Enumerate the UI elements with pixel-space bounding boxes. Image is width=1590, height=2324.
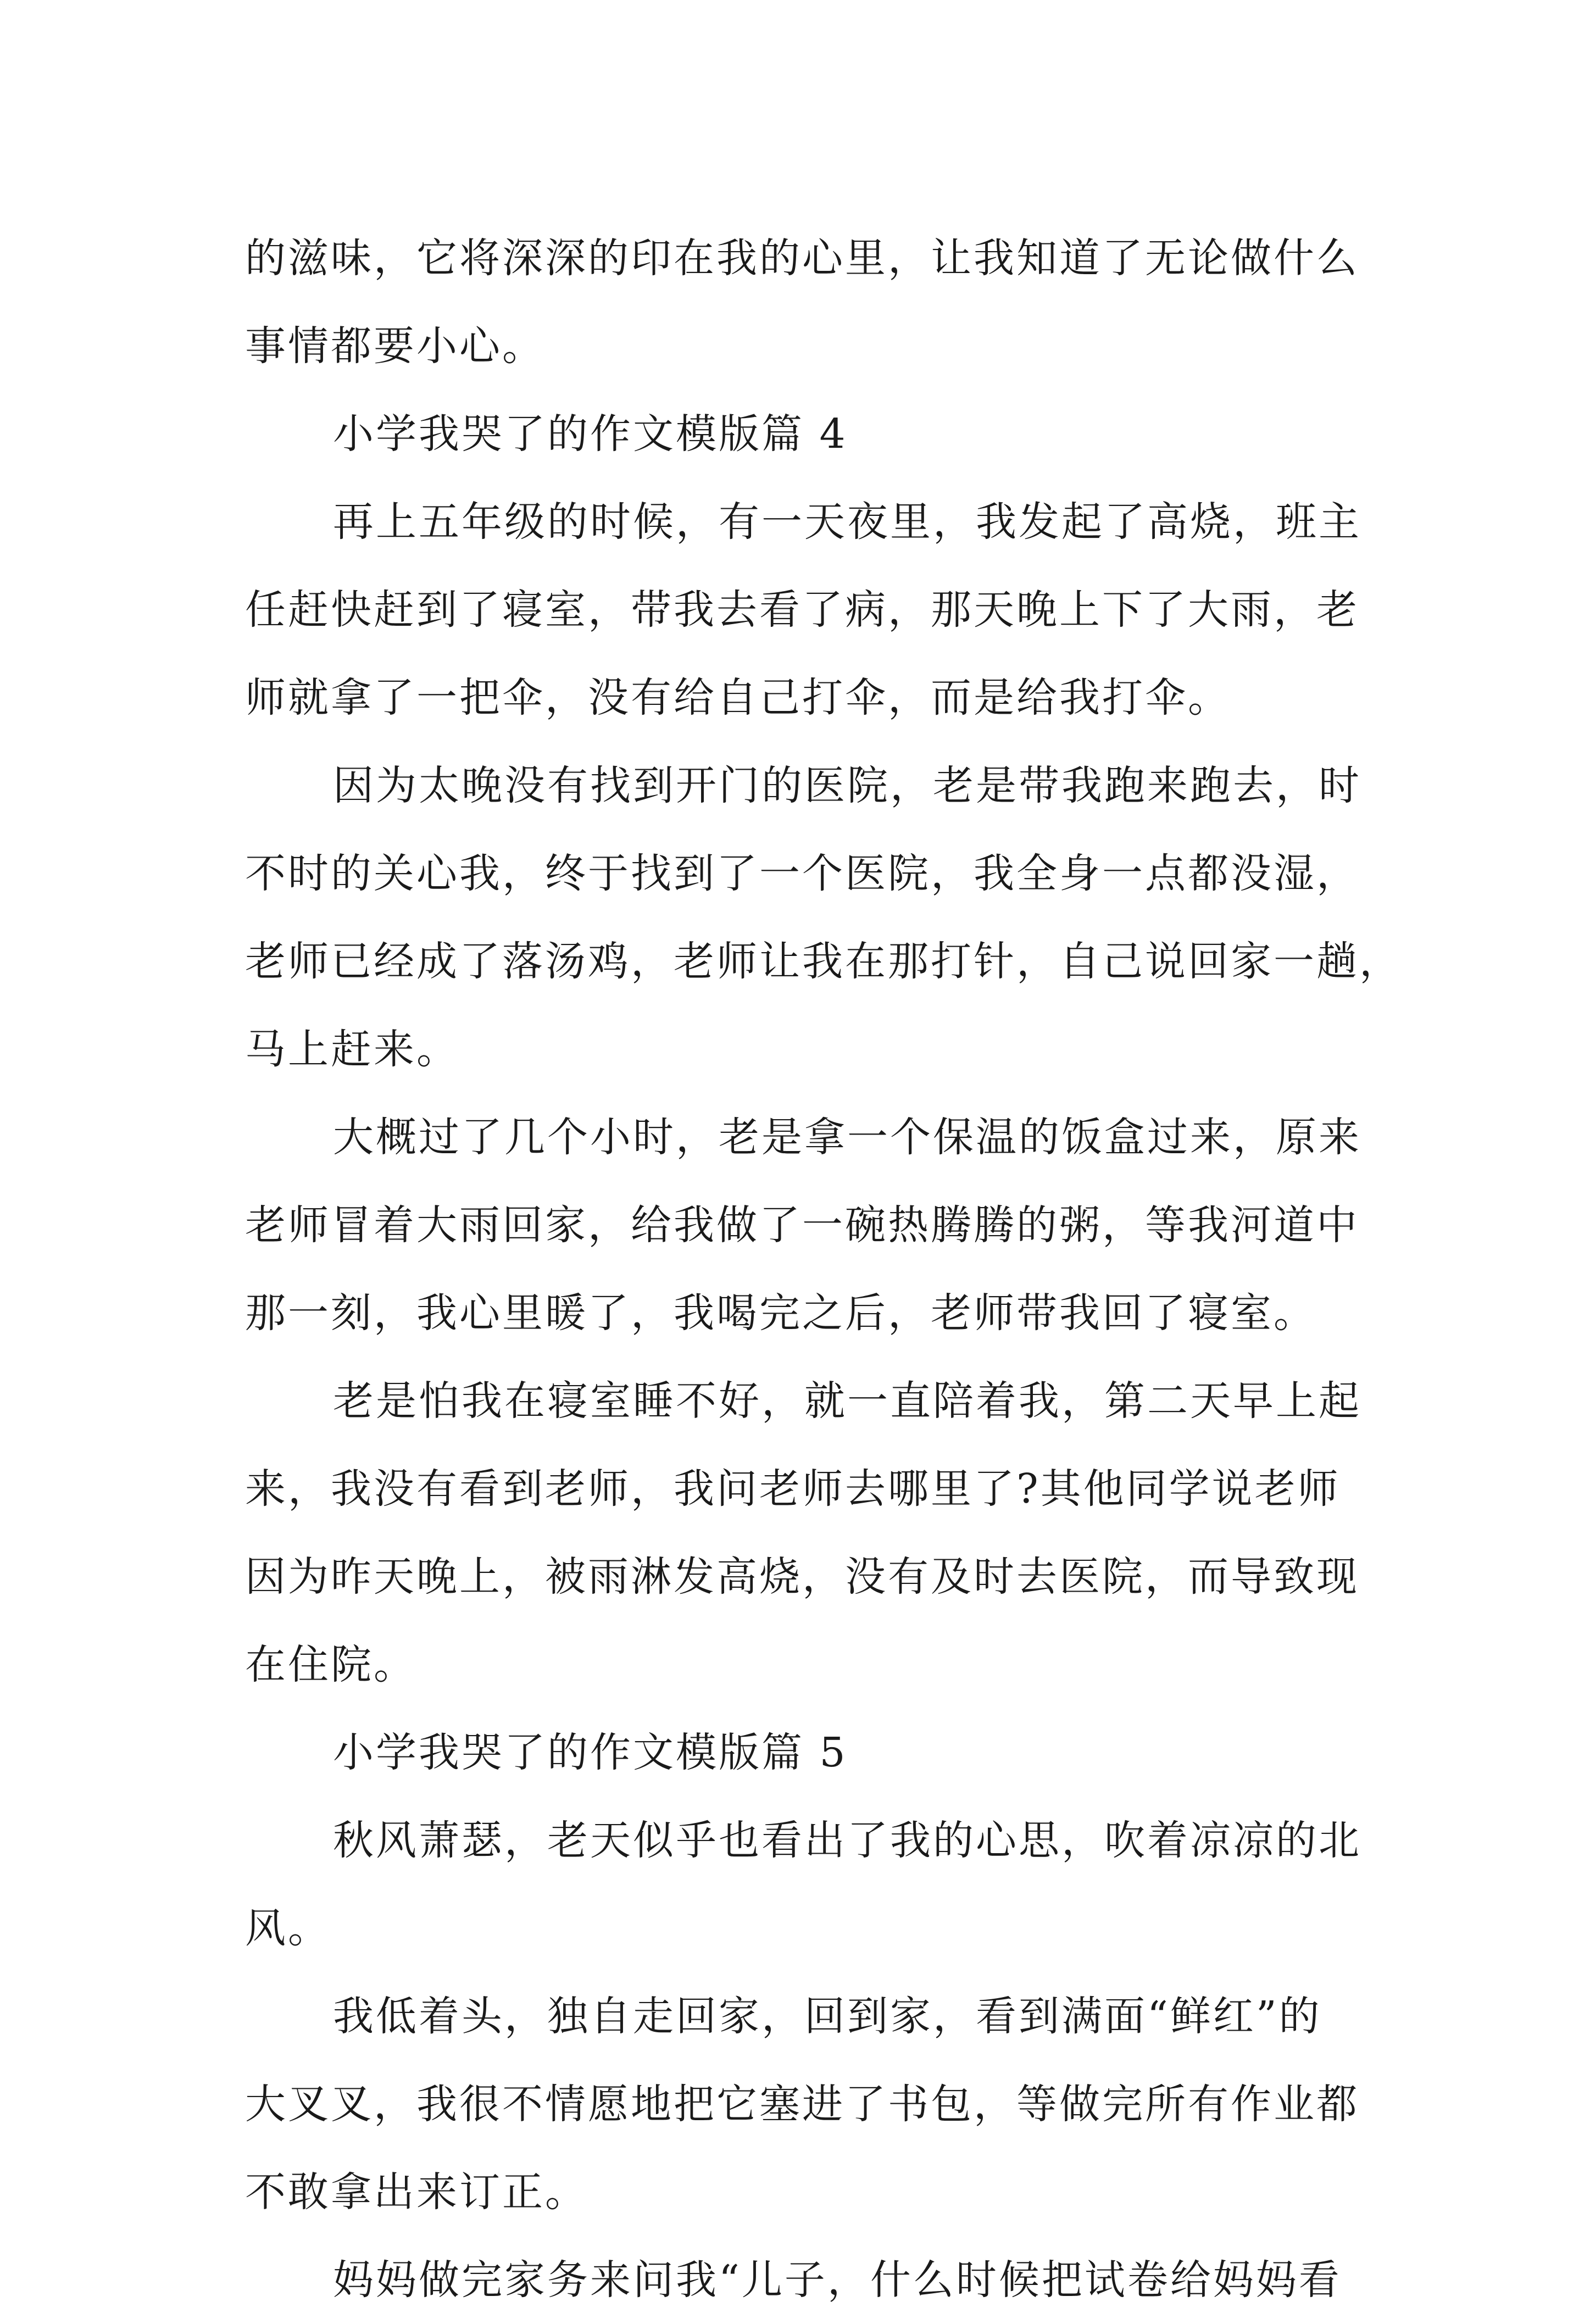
- section-heading: 小学我哭了的作文模版篇 5: [333, 1729, 848, 1776]
- text-line: 老师冒着大雨回家，给我做了一碗热腾腾的粥，等我河道中: [245, 1202, 1359, 1249]
- text-line: 风。: [245, 1905, 331, 1952]
- text-line: 在住院。: [245, 1641, 416, 1688]
- paragraph-start-line: 老是怕我在寝室睡不好，就一直陪着我，第二天早上起: [333, 1377, 1361, 1425]
- text-line: 不敢拿出来订正。: [245, 2169, 588, 2216]
- paragraph-start-line: 因为太晚没有找到开门的医院，老是带我跑来跑去，时: [333, 762, 1361, 809]
- text-line: 来，我没有看到老师，我问老师去哪里了?其他同学说老师: [245, 1465, 1341, 1513]
- text-line: 事情都要小心。: [245, 323, 545, 370]
- text-line: 师就拿了一把伞，没有给自己打伞，而是给我打伞。: [245, 674, 1231, 721]
- paragraph-start-line: 再上五年级的时候，有一天夜里，我发起了高烧，班主: [333, 498, 1361, 546]
- text-line: 任赶快赶到了寝室，带我去看了病，那天晚上下了大雨，老: [245, 586, 1359, 633]
- text-line: 马上赶来。: [245, 1026, 459, 1073]
- section-heading: 小学我哭了的作文模版篇 4: [333, 410, 848, 458]
- text-line: 老师已经成了落汤鸡，老师让我在那打针，自己说回家一趟，: [245, 938, 1402, 985]
- text-line: 因为昨天晚上，被雨淋发高烧，没有及时去医院，而导致现: [245, 1553, 1359, 1600]
- paragraph-start-line: 大概过了几个小时，老是拿一个保温的饭盒过来，原来: [333, 1114, 1361, 1161]
- paragraph-start-line: 秋风萧瑟，老天似乎也看出了我的心思，吹着凉凉的北: [333, 1817, 1361, 1864]
- paragraph-start-line: 妈妈做完家务来问我“儿子，什么时候把试卷给妈妈看: [333, 2256, 1342, 2304]
- paragraph-start-line: 我低着头，独自走回家，回到家，看到满面“鲜红”的: [333, 1993, 1322, 2040]
- text-line: 的滋味，它将深深的印在我的心里，让我知道了无论做什么: [245, 235, 1359, 282]
- document-page: [245, 214, 1402, 2324]
- text-line: 不时的关心我，终于找到了一个医院，我全身一点都没湿，: [245, 850, 1359, 897]
- text-line: 那一刻，我心里暖了，我喝完之后，老师带我回了寝室。: [245, 1289, 1316, 1337]
- text-line: 大叉叉，我很不情愿地把它塞进了书包，等做完所有作业都: [245, 2081, 1359, 2128]
